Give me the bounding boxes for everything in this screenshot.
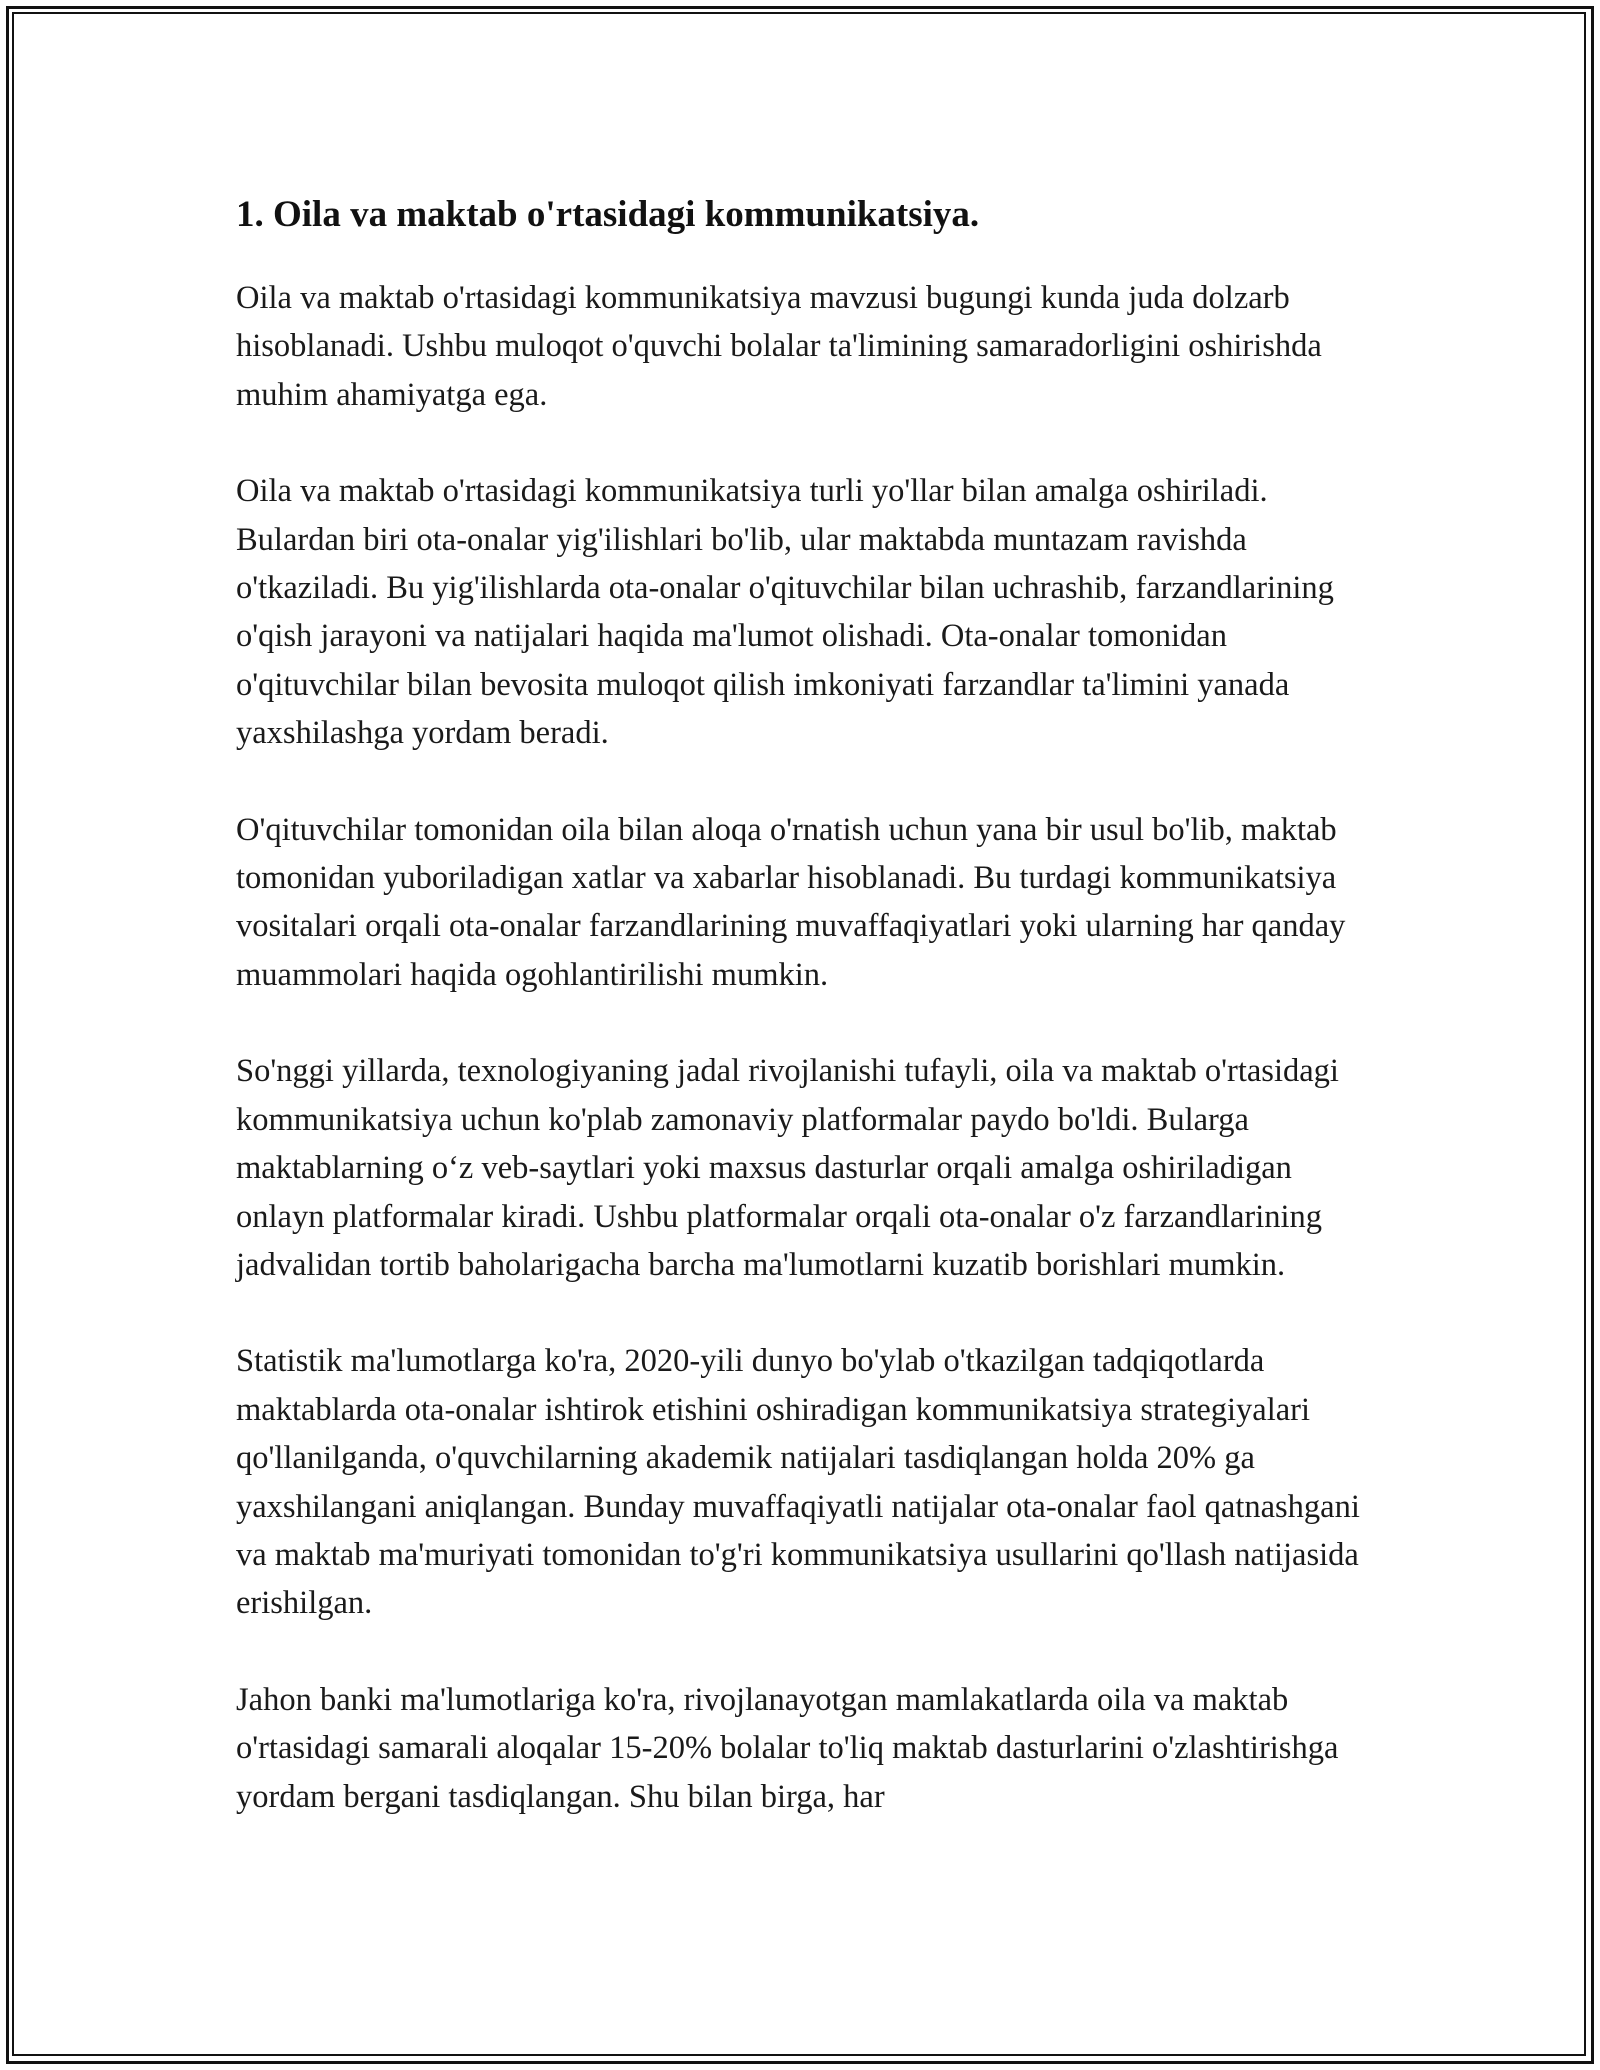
paragraph-parent-meetings: Oila va maktab o'rtasidagi kommunikatsiya turli yo'llar bilan amalga oshiriladi. Bulardan biri ota-onalar yig'ilishlari bo'lib, ular maktabda muntazam ravishda o'tkaziladi. Bu yig'ilishlarda ota-onalar o'qituvchilar bilan uchrashib, farzandlarining o'qish jarayoni va natijalari haqida ma'lumot olishadi. Ota-onalar tomonidan o'qituvchilar bilan bevosita muloqot qilish imkoniyati farzandlar ta'limini yanada yaxshilashga yordam beradi. <box>236 473 1334 752</box>
paragraph-online-platforms: So'nggi yillarda, texnologiyaning jadal rivojlanishi tufayli, oila va maktab o'rtasidagi kommunikatsiya uchun ko'plab zamonaviy platformalar paydo bo'ldi. Bularga maktablarning o‘z veb-saytlari yoki maxsus dasturlar orqali amalga oshiriladigan onlayn platformalar kiradi. Ushbu platformalar orqali ota-onalar o'z farzandlarining jadvalidan tortib baholarigacha barcha ma'lumotlarni kuzatib borishlari mumkin. <box>236 1053 1339 1283</box>
paragraph-letters-messages: O'qituvchilar tomonidan oila bilan aloqa o'rnatish uchun yana bir usul bo'lib, maktab tomonidan yuboriladigan xatlar va xabarlar hisoblanadi. Bu turdagi kommunikatsiya vositalari orqali ota-onalar farzandlarining muvaffaqiyatlari yoki ularning har qanday muammolari haqida ogohlantirilishi mumkin. <box>236 811 1346 993</box>
document-body <box>236 190 1376 1821</box>
paragraph-intro: Oila va maktab o'rtasidagi kommunikatsiya mavzusi bugungi kunda juda dolzarb hisoblanadi. Ushbu muloqot o'quvchi bolalar ta'limining samaradorligini oshirishda muhim ahamiyatga ega. <box>236 280 1322 413</box>
section-heading: 1. Oila va maktab o'rtasidagi kommunikatsiya. <box>236 194 980 235</box>
paragraph-world-bank: Jahon banki ma'lumotlariga ko'ra, rivojlanayotgan mamlakatlarda oila va maktab o'rtasidagi samarali aloqalar 15-20% bolalar to'liq maktab dasturlarini o'zlashtirishga yordam bergani tasdiqlangan. Shu bilan birga, har <box>236 1681 1339 1815</box>
paragraph-statistics: Statistik ma'lumotlarga ko'ra, 2020-yili dunyo bo'ylab o'tkazilgan tadqiqotlarda maktablarda ota-onalar ishtirok etishini oshiradigan kommunikatsiya strategiyalari qo'llanilganda, o'quvchilarning akademik natijalari tasdiqlangan holda 20% ga yaxshilangani aniqlangan. Bunday muvaffaqiyatli natijalar ota-onalar faol qatnashgani va maktab ma'muriyati tomonidan to'g'ri kommunikatsiya usullarini qo'llash natijasida erishilgan. <box>236 1343 1360 1622</box>
